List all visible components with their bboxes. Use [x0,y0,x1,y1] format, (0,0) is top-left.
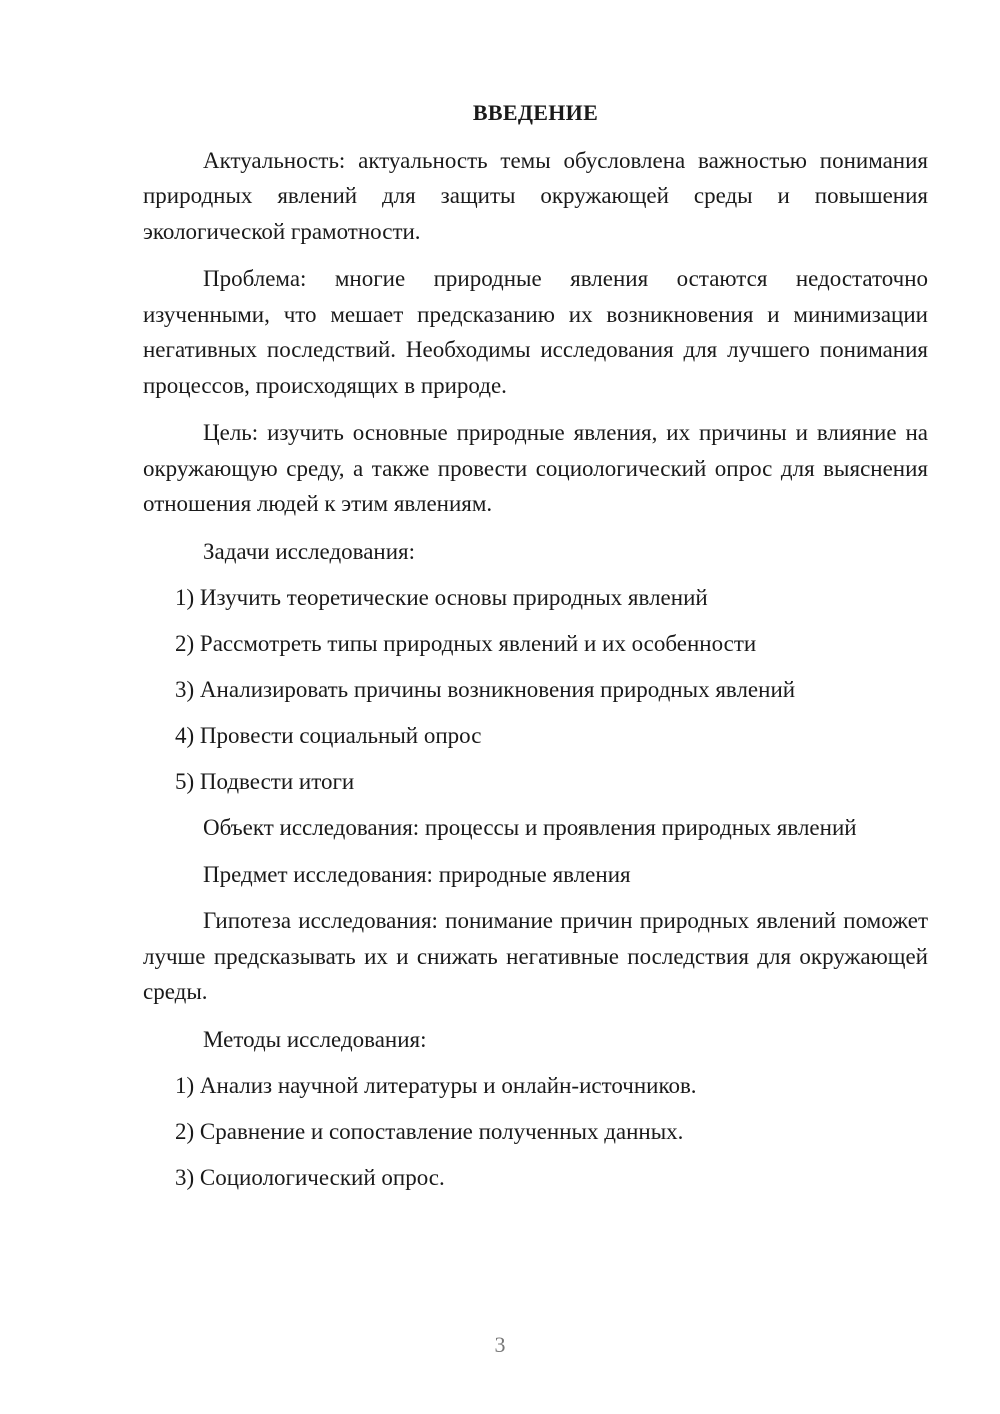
method-item: 3) Социологический опрос. [175,1165,445,1190]
subject-paragraph: Предмет исследования: природные явления [203,861,631,887]
page-number: 3 [494,1332,506,1357]
section-title: ВВЕДЕНИЕ [472,100,599,125]
problem-paragraph: Проблема: многие природные явления остаются недостаточно изученными, что мешает предсказанию их возникновения и минимизации негативных последствий. Необходимы исследования для лучшего понимания процессов, происходящих в природе. [143,266,928,398]
page-content [143,95,928,1206]
task-item: 2) Рассмотреть типы природных явлений и их особенности [175,631,757,656]
task-item: 1) Изучить теоретические основы природных явлений [175,585,708,610]
method-item: 2) Сравнение и сопоставление полученных данных. [175,1119,684,1144]
task-item: 3) Анализировать причины возникновения природных явлений [175,677,796,702]
hypothesis-paragraph: Гипотеза исследования: понимание причин природных явлений поможет лучше предсказывать их и снижать негативные последствия для окружающей среды. [143,908,928,1004]
methods-heading: Методы исследования: [203,1026,427,1052]
relevance-paragraph: Актуальность: актуальность темы обусловлена важностью понимания природных явлений для защиты окружающей среды и повышения экологической грамотности. [143,147,928,244]
tasks-heading: Задачи исследования: [203,538,416,564]
task-item: 5) Подвести итоги [175,769,355,794]
goal-paragraph: Цель: изучить основные природные явления, их причины и влияние на окружающую среду, а также провести социологический опрос для выяснения отношения людей к этим явлениям. [143,420,928,516]
task-item: 4) Провести социальный опрос [175,723,482,748]
method-item: 1) Анализ научной литературы и онлайн-источников. [175,1073,697,1098]
object-paragraph: Объект исследования: процессы и проявления природных явлений [203,815,857,840]
